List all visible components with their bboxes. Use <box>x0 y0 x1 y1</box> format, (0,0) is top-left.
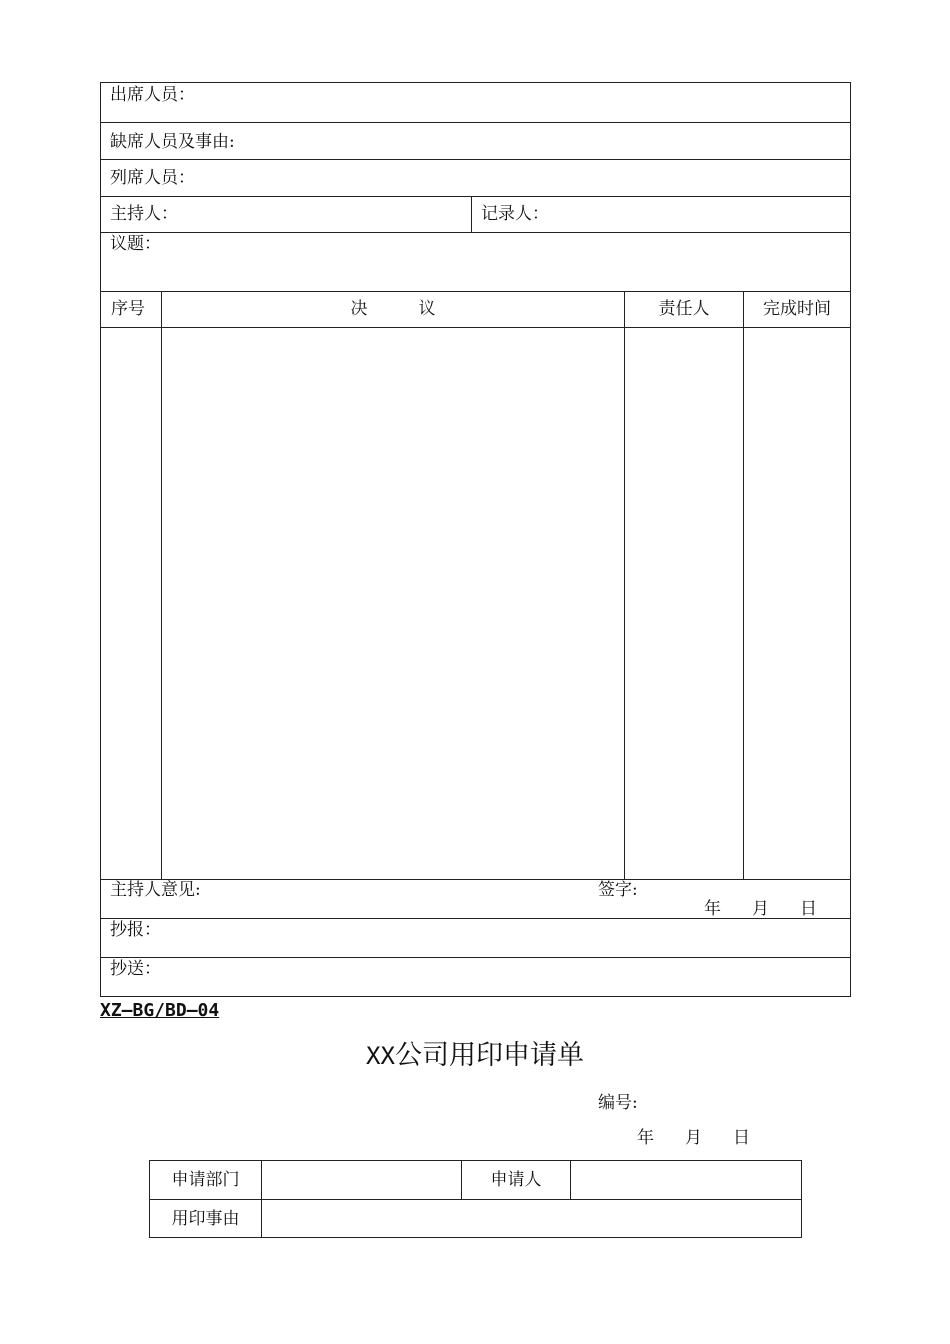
header-deadline: 完成时间 <box>763 299 831 319</box>
form-code: XZ—BG/BD—04 <box>100 1000 220 1021</box>
copy-to-row[interactable] <box>100 957 851 997</box>
applicant-label-cell <box>461 1160 571 1200</box>
applicant-label: 申请人 <box>490 1170 542 1190</box>
minutes-date-month: 月 <box>752 899 769 919</box>
observers-label: 列席人员： <box>110 168 195 188</box>
form-date-month: 月 <box>685 1128 702 1148</box>
form-title-main: 公司用印申请单 <box>394 1040 584 1071</box>
body-deadline-cell[interactable] <box>743 327 851 880</box>
form-date-day: 日 <box>733 1128 750 1148</box>
minutes-date-day: 日 <box>800 899 817 919</box>
reason-value-cell[interactable] <box>261 1199 802 1238</box>
form-date-year: 年 <box>637 1128 654 1148</box>
reason-label-cell <box>149 1199 262 1238</box>
department-label: 申请部门 <box>171 1170 240 1190</box>
form-number-label: 编号: <box>598 1093 638 1113</box>
copy-to-label: 抄送： <box>110 959 161 979</box>
header-resolution: 决 议 <box>350 299 436 319</box>
department-value-cell[interactable] <box>261 1160 462 1200</box>
body-resolution-cell[interactable] <box>161 327 625 880</box>
minutes-date-year: 年 <box>704 899 721 919</box>
header-index-cell <box>100 291 162 328</box>
host-label: 主持人： <box>110 204 178 224</box>
body-index-cell[interactable] <box>100 327 162 880</box>
department-label-cell <box>149 1160 262 1200</box>
applicant-value-cell[interactable] <box>570 1160 802 1200</box>
header-responsible-cell <box>624 291 744 328</box>
report-to-row[interactable] <box>100 918 851 958</box>
report-to-label: 抄报： <box>110 920 161 940</box>
absentees-row[interactable] <box>100 122 851 160</box>
recorder-label: 记录人： <box>481 204 549 224</box>
observers-row[interactable] <box>100 159 851 197</box>
header-responsible: 责任人 <box>658 299 710 319</box>
header-index: 序号 <box>111 299 145 319</box>
attendees-label: 出席人员： <box>110 85 195 105</box>
host-cell[interactable] <box>100 196 472 233</box>
recorder-cell[interactable] <box>471 196 851 233</box>
form-title-prefix: XX <box>366 1042 395 1070</box>
header-resolution-cell <box>161 291 625 328</box>
signature-label: 签字: <box>598 880 638 900</box>
attendees-row[interactable] <box>100 82 851 123</box>
host-opinion-row[interactable] <box>100 879 851 919</box>
form-title <box>0 1033 950 1072</box>
host-opinion-label: 主持人意见: <box>110 880 201 900</box>
body-responsible-cell[interactable] <box>624 327 744 880</box>
absentees-label: 缺席人员及事由: <box>110 132 235 152</box>
reason-label: 用印事由 <box>171 1209 240 1229</box>
agenda-label: 议题： <box>110 234 161 254</box>
agenda-row[interactable] <box>100 232 851 292</box>
header-deadline-cell <box>743 291 851 328</box>
